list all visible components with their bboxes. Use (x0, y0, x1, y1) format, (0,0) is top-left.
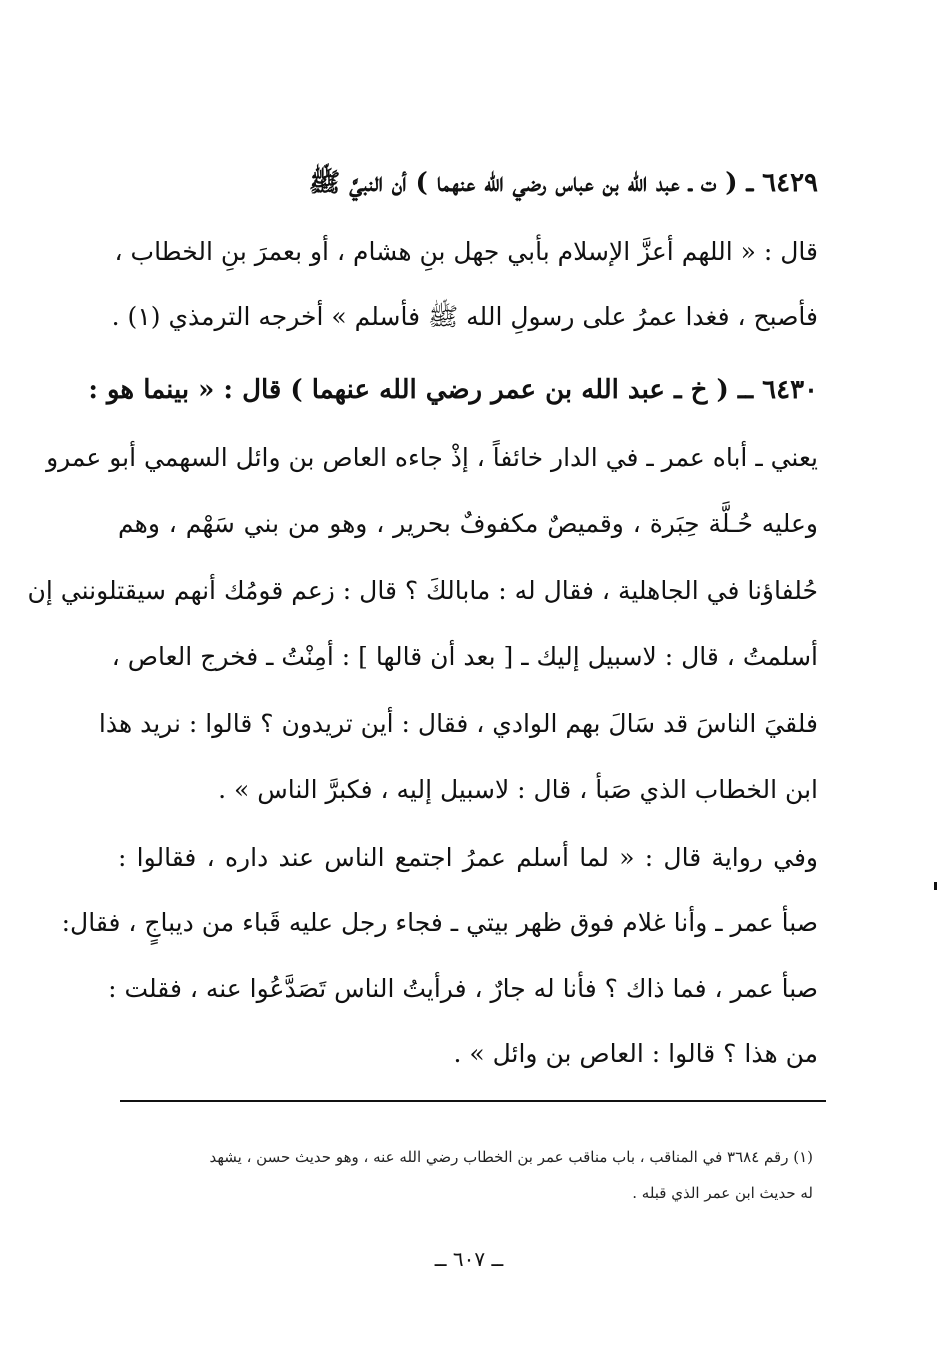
riwaya-line-2: صبأ عمر ـ وأنا غلام فوق ظهر بيتي ـ فجاء رجل عليه قَباء من ديباجٍ ، فقال: (61, 908, 818, 937)
riwaya-line-1: وفي رواية قال : « لما أسلم عمرُ اجتمع الناس عند داره ، فقالوا : (118, 843, 818, 872)
page-number: ــ ٦٠٧ ــ (434, 1247, 504, 1271)
hadith-6430-line-5: أسلمتُ ، قال : لاسبيل إليك ـ [ بعد أن قالها ] : أمِنْتُ ـ فخرج العاص ، (111, 642, 818, 671)
hadith-6430-line-4: حُلفاؤنا في الجاهلية ، فقال له : مابالكَ ؟ قال : زعم قومُك أنهم سيقتلونني إن (27, 576, 818, 605)
footnote-line-1: (١) رقم ٣٦٨٤ في المناقب ، باب مناقب عمر بن الخطاب رضي الله عنه ، وهو حديث حسن ، يشهد (209, 1148, 813, 1166)
hadith-6429-line-3: فأصبح ، فغدا عمرُ على رسولِ الله ﷺ فأسلم » أخرجه الترمذي (١) . (111, 302, 818, 331)
hadith-6430-line-1: ٦٤٣٠ ــ ( خ ـ عبد الله بن عمر رضي الله عنهما ) قال : « بينما هو : (88, 375, 818, 405)
hadith-6429-line-2: قال : « اللهم أعزَّ الإسلام بأبي جهل بنِ هشام ، أو بعمرَ بنِ الخطاب ، (114, 237, 818, 266)
hadith-6430-line-7: ابن الخطاب الذي صَبأ ، قال : لاسبيل إليه ، فكبرَّ الناس » . (218, 775, 818, 804)
scan-mark (934, 882, 937, 890)
hadith-6430-line-3: وعليه حُـلَّة حِبَرة ، وقميصٌ مكفوفٌ بحرير ، وهو من بني سَهْم ، وهم (118, 509, 818, 538)
riwaya-line-3: صبأ عمر ، فما ذاك ؟ فأنا له جارٌ ، فرأيتُ الناس تَصَدَّعُوا عنه ، فقلت : (108, 974, 818, 1003)
riwaya-line-4: من هذا ؟ قالوا : العاص بن وائل » . (453, 1039, 818, 1068)
hadith-6430-line-6: فلقيَ الناسَ قد سَالَ بهم الوادي ، فقال : أين تريدون ؟ قالوا : نريد هذا (98, 709, 818, 738)
hadith-6429-line-1: ٦٤٢٩ ــ ( ت ـ عبد الله بن عباس رضي الله عنهما ) أن النبيَّ ﷺ (308, 168, 818, 198)
footnote-separator (120, 1100, 826, 1102)
hadith-6430-line-2: يعني ـ أباه عمر ـ في الدار خائفاً ، إذْ جاءه العاص بن وائل السهمي أبو عمرو (46, 443, 818, 472)
footnote-line-2: له حديث ابن عمر الذي قبله . (632, 1184, 813, 1202)
